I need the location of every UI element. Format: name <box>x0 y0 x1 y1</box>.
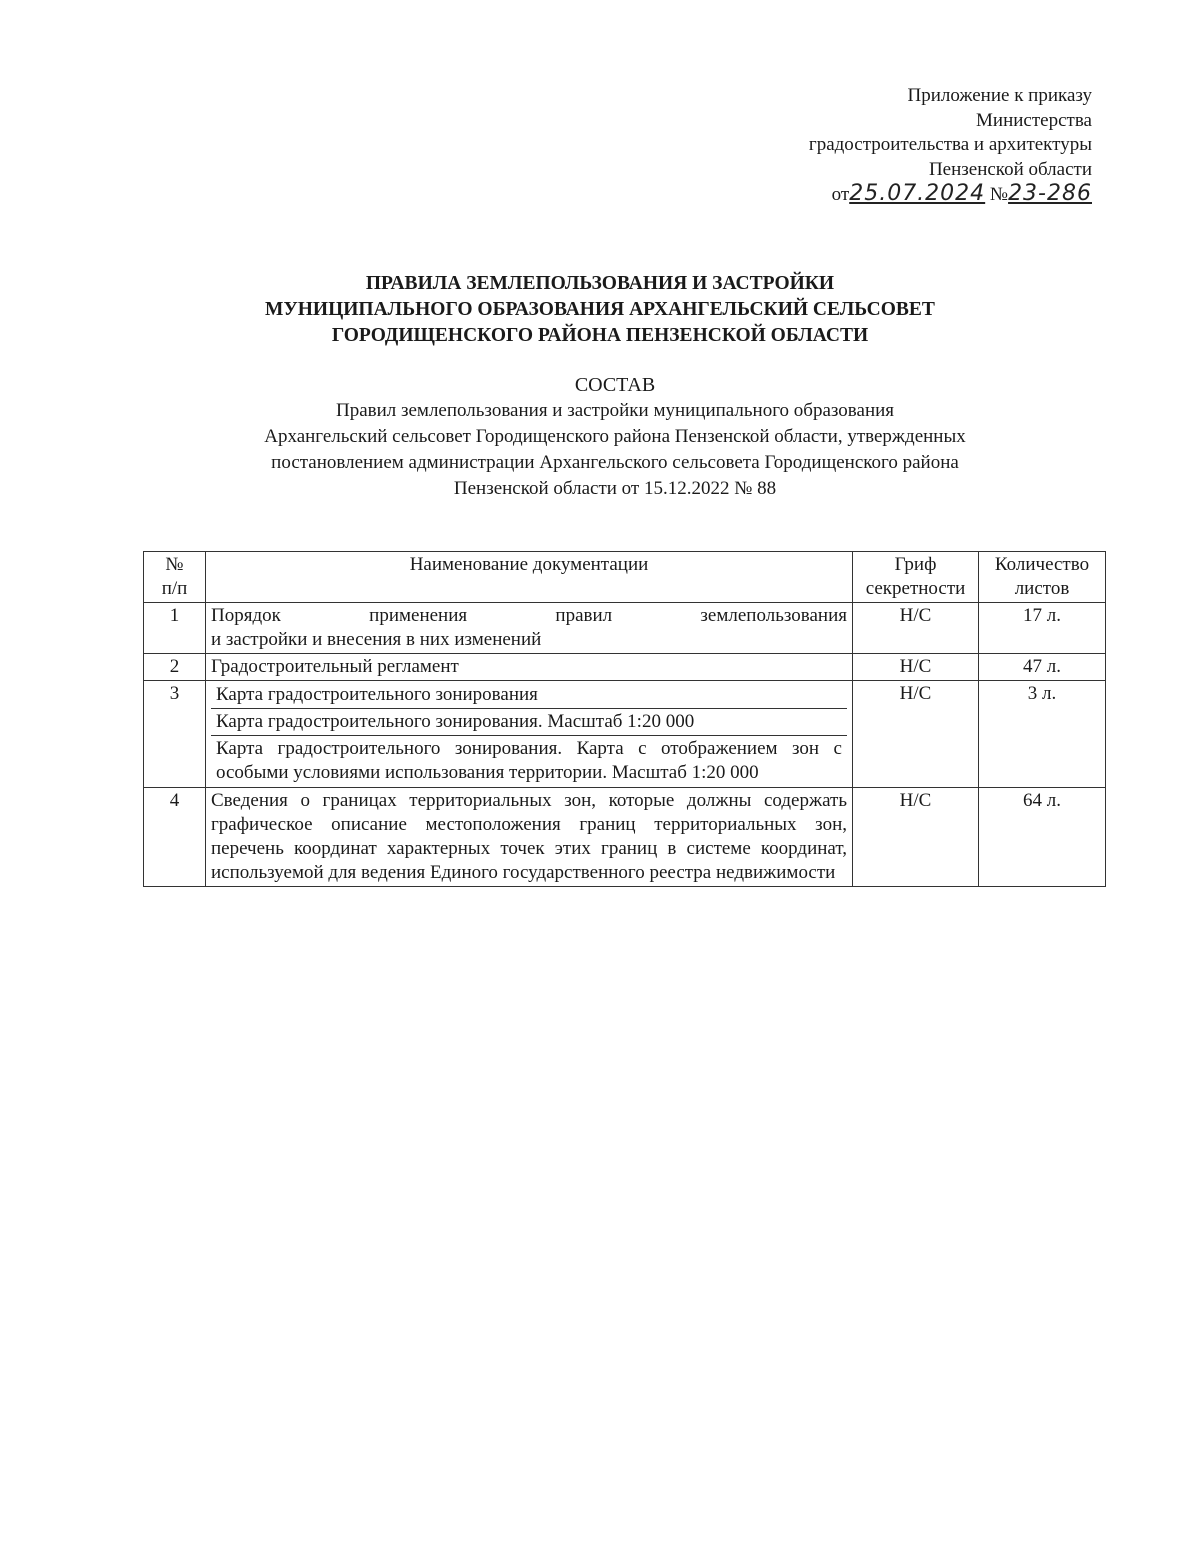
subtitle-line-2: Архангельский сельсовет Городищенского района Пензенской области, утвержденных <box>264 426 966 447</box>
appendix-line-3: градостроительства и архитектуры <box>808 134 1092 155</box>
appendix-line-2: Министерства <box>976 109 1092 131</box>
row-4-grif: Н/С <box>853 788 979 887</box>
header-num: № п/п <box>144 552 206 603</box>
row-4-count: 64 л. <box>979 788 1106 887</box>
row-4-name: Сведения о границах территориальных зон, которые должны содержать графическое описание местоположения границ территориальных зон, перечень координат характерных точек этих границ в системе координат, используемой для ведения Единого государственного реестра недвижимости <box>206 788 853 887</box>
table-row <box>144 788 1106 887</box>
row-3-num: 3 <box>144 681 206 788</box>
row-2-num: 2 <box>144 654 206 681</box>
row-3-grif: Н/С <box>853 681 979 788</box>
row-3-name <box>206 681 853 788</box>
row-3-count: 3 л. <box>979 681 1106 788</box>
table-row <box>144 681 1106 788</box>
table-row <box>144 603 1106 654</box>
header-count: Количество листов <box>979 552 1106 603</box>
header-name: Наименование документации <box>206 552 853 603</box>
appendix-header <box>809 84 1092 208</box>
title-line-1: ПРАВИЛА ЗЕМЛЕПОЛЬЗОВАНИЯ И ЗАСТРОЙКИ <box>365 273 835 294</box>
subtitle-line-4: Пензенской области от 15.12.2022 № 88 <box>453 478 777 499</box>
handwritten-number: 23-286 <box>1008 181 1092 206</box>
appendix-date-line <box>809 182 1092 208</box>
composition-table <box>143 551 1106 887</box>
appendix-line-1: Приложение к приказу <box>907 85 1092 106</box>
row-2-name: Градостроительный регламент <box>206 654 853 681</box>
row-3-subitem-3: Карта градостроительного зонирования. Карта с отображением зон с особыми условиями использования территории. Масштаб 1:20 000 <box>216 738 842 783</box>
row-3-subitem-1: Карта градостроительного зонирования <box>211 682 847 709</box>
appendix-line-4: Пензенской области <box>928 158 1092 180</box>
row-1-num: 1 <box>144 603 206 654</box>
document-title <box>0 271 1200 349</box>
title-line-2: МУНИЦИПАЛЬНОГО ОБРАЗОВАНИЯ АРХАНГЕЛЬСКИЙ СЕЛЬСОВЕТ <box>265 299 935 320</box>
subtitle-line-3: постановлением администрации Архангельского сельсовета Городищенского района <box>271 452 959 473</box>
row-1-name: Порядок применения правил землепользования и застройки и внесения в них изменений <box>206 603 853 654</box>
title-line-3: ГОРОДИЩЕНСКОГО РАЙОНА ПЕНЗЕНСКОЙ ОБЛАСТИ <box>331 325 869 346</box>
header-grif: Гриф секретности <box>853 552 979 603</box>
composition-heading: СОСТАВ <box>574 374 656 396</box>
row-1-grif: Н/С <box>853 603 979 654</box>
table-row <box>144 654 1106 681</box>
table-header-row <box>144 552 1106 603</box>
row-2-grif: Н/С <box>853 654 979 681</box>
row-4-num: 4 <box>144 788 206 887</box>
subtitle-line-1: Правил землепользования и застройки муниципального образования <box>335 400 895 421</box>
row-3-subitem-2: Карта градостроительного зонирования. Масштаб 1:20 000 <box>211 709 847 736</box>
number-label: № <box>989 184 1009 205</box>
composition-subtitle <box>0 372 1200 502</box>
row-1-count: 17 л. <box>979 603 1106 654</box>
handwritten-date: 25.07.2024 <box>849 181 986 206</box>
from-label: от <box>831 184 850 205</box>
row-2-count: 47 л. <box>979 654 1106 681</box>
